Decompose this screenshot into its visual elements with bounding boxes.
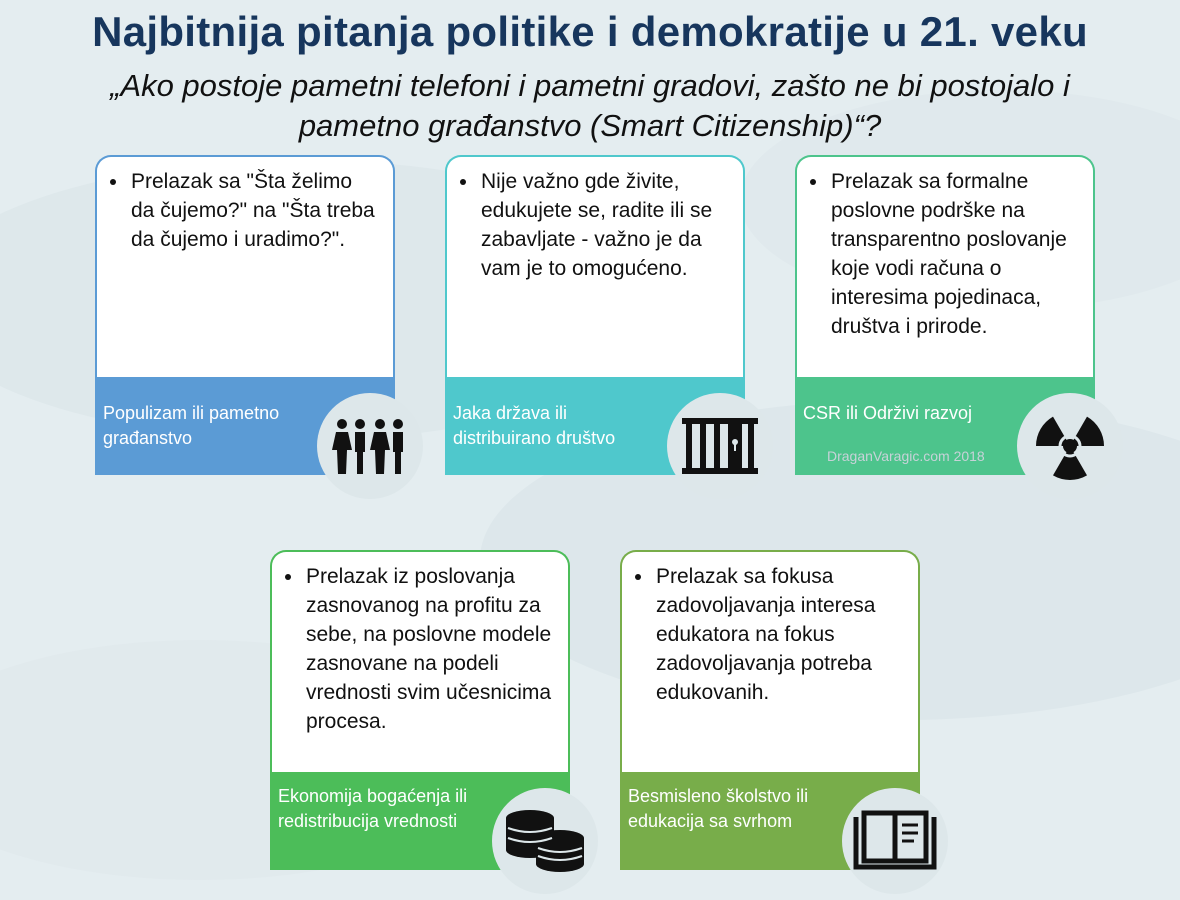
card-badge (667, 393, 773, 499)
watermark: DraganVaragic.com 2018 (827, 448, 985, 464)
card-caption-text: Besmisleno školstvo ili edukacija sa svrhom (628, 786, 809, 831)
card-body (795, 155, 1095, 377)
card-body (620, 550, 920, 772)
page-title: Najbitnija pitanja politike i demokratije u 21. veku (92, 8, 1088, 55)
radiation-icon (1030, 406, 1110, 486)
card-badge (842, 788, 948, 894)
card-skolstvo (620, 550, 920, 870)
card-text: • Nije važno gde živite, edukujete se, radite ili se zabavljate - važno je da vam je to omogućeno. (479, 167, 731, 283)
coins-icon (502, 808, 588, 874)
subtitle-line-2: pametno građanstvo (Smart Citizenship)“? (298, 108, 882, 143)
card-text: • Prelazak sa formalne poslovne podrške na transparentno poslovanje koje vodi računa o interesima pojedinaca, društva i prirode. (829, 167, 1081, 341)
card-ekonomija (270, 550, 570, 870)
book-icon (852, 809, 938, 873)
card-caption-text: CSR ili Održivi razvoj (803, 403, 973, 423)
card-badge (317, 393, 423, 499)
people-icon (330, 416, 410, 476)
card-caption (795, 377, 1095, 475)
jail-bars-icon (680, 416, 760, 476)
card-body (445, 155, 745, 377)
card-caption-text: Populizam ili pametno građanstvo (103, 403, 280, 448)
card-drzava (445, 155, 745, 475)
card-body (270, 550, 570, 772)
card-text: • Prelazak sa "Šta želimo da čujemo?" na "Šta treba da čujemo i uradimo?". (129, 167, 381, 254)
card-csr (795, 155, 1095, 475)
card-caption (445, 377, 745, 475)
page-subtitle (0, 66, 1180, 146)
card-caption-text: Jaka država ili distribuirano društvo (453, 403, 616, 448)
card-caption (95, 377, 395, 475)
card-badge (492, 788, 598, 894)
card-text: • Prelazak iz poslovanja zasnovanog na profitu za sebe, na poslovne modele zasnovane na podeli vrednosti svim učesnicima procesa. (304, 562, 556, 736)
subtitle-line-1: „Ako postoje pametni telefoni i pametni gradovi, zašto ne bi postojalo i (110, 68, 1070, 103)
card-text: • Prelazak sa fokusa zadovoljavanja interesa edukatora na fokus zadovoljavanja potreba edukovanih. (654, 562, 906, 707)
card-caption (270, 772, 570, 870)
card-badge (1017, 393, 1123, 499)
card-populizam (95, 155, 395, 475)
card-caption-text: Ekonomija bogaćenja ili redistribucija vrednosti (278, 786, 468, 831)
card-caption (620, 772, 920, 870)
card-body (95, 155, 395, 377)
